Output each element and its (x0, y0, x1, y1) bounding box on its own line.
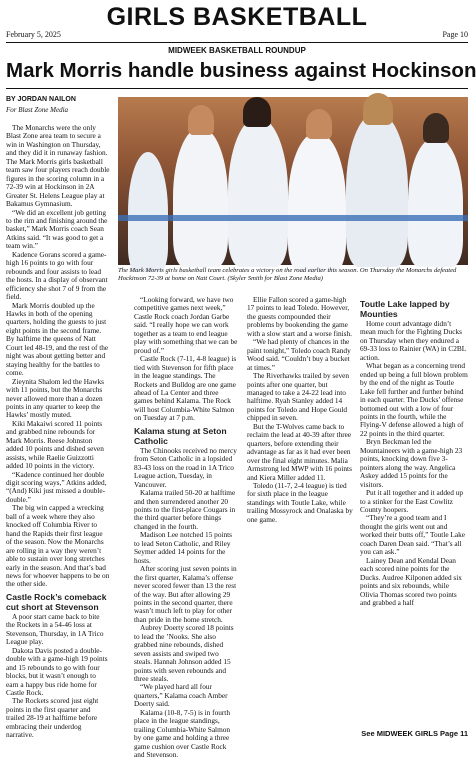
paragraph: Bryn Beckman led the Mountaineers with a game-high 23 points, knocking down five 3-pointers along the way. Angelica Askey added 15 points for the visitors. (360, 437, 463, 489)
subhead-kalama: Kalama stung at Seton Catholic (134, 425, 227, 446)
paragraph: The Chinooks received no mercy from Seton Catholic in a lopsided 83-43 loss on the road in 1A Trico League action, Tuesday, in Vancouver. (134, 445, 237, 489)
dateline (6, 30, 468, 40)
byline-affiliation: For Blast Zone Media (6, 106, 69, 114)
paragraph: Kalama (10-8, 7-5) is in fourth place in the league standings, trailing Columbia-White Salmon by one game and holding a three game cushion over Castle Rock and Stevenson. (134, 707, 231, 760)
paragraph: The Riverhawks trailed by seven points after one quarter, but managed to take a 24-22 lead into halftime. Ryah Stanley added 14 points for Toledo and Hope Gould chipped in seven. (247, 371, 350, 423)
continued-jump-line[interactable]: See MIDWEEK GIRLS Page 11 (361, 729, 468, 738)
paragraph: A poor start came back to bite the Rockets in a 54-46 loss at Stevenson, Thursday, in 1A Trico League play. (6, 611, 104, 647)
paragraph: Dakota Davis posted a double-double with a game-high 19 points and 15 rebounds to go with four blocks, but it wasn’t enough to earn a happy bus ride home for Castle Rock. (6, 645, 108, 697)
photo-caption: The Mark Morris girls basketball team celebrates a victory on the road earlier this season. On Thursday the Monarchs defeated Hockinson 72-39 at home on Natt Court. (Skyler Smith for Blast Zone Media) (118, 267, 457, 283)
paragraph: Ellie Fallon scored a game-high 17 points to lead Toledo. However, the guests compounded their problems by bookending the game with a slow start and a worse finish. (247, 295, 352, 338)
paragraph: Kadence Gorans scored a game-high 16 points to go with four rebounds and four assists to lead the hosts. In a display of observant efficiency she shot 7 of 9 from the field. (6, 249, 108, 302)
paragraph: Kalama trailed 50-20 at halftime and then surrendered another 20 points to the first-place Cougars in the third quarter before things changed in the fourth. (134, 488, 236, 531)
paragraph: The Monarchs were the only Blast Zone area team to secure a win in Washington on Thursday, and they did it in runaway fashion. The Mark Morris girls basketball team saw four players reach double figures in the scoring column in a 72-39 win at Hockinson in 2A Greater St. Helens League play at Bakamus Gymnasium. (6, 123, 110, 209)
byline: BY JORDAN NAILON (6, 96, 76, 103)
section-masthead: GIRLS BASKETBALL (106, 3, 368, 31)
paragraph: “They’re a good team and I thought the girls went out and worked their butts off,” Toutle Lake coach Daren Dean said. “That’s all you can ask.” (360, 513, 465, 557)
paragraph: The big win capped a wrecking ball of a week where they also knocked off Columbia River to hand the Rapids their first league of the season. Now the Monarchs are rolling in a way they weren’t able to sustain over long stretches early in the season. And that’s bad news for whoever happens to be on the other side. (6, 503, 110, 589)
paragraph: “Kadence continued her double digit scoring ways,” Atkins added, “(And) Kiki just missed a double-double.” (6, 469, 107, 504)
paragraph: “Looking forward, we have two competitive games next week,” Castle Rock coach Jordan Garbe said. “I really hope we can work together as a team to end league play with something that we can be proud of.” (134, 295, 238, 355)
headline-divider (6, 88, 468, 89)
paragraph: “We played hard all four quarters,” Kalama coach Amber Doerty said. (134, 682, 228, 709)
page-number: Page 10 (442, 30, 468, 39)
headline: Mark Morris handle business against Hockinson (6, 59, 476, 82)
team-celebration-photo (118, 97, 468, 265)
kicker: MIDWEEK BASKETBALL ROUNDUP (168, 46, 306, 55)
paragraph: Zieynita Shalom led the Hawks with 11 points, but the Monarchs never allowed more than a dozen points in any quarter to keep the Hawks’ mostly muted. (6, 376, 105, 420)
paragraph: But the T-Wolves came back to reclaim the lead at 40-39 after three quarters, before extending their advantage as far as it had ever been over the final eight minutes. Malia Armstrong led MWP with 16 points and Kiera Miller added 11. (247, 421, 352, 482)
article-column-1 (6, 123, 110, 740)
article-column-3 (247, 296, 355, 524)
paragraph: What began as a concerning trend ended up being a full blown problem by the end of the night as Toutle Lake fell further and further behind in each quarter. The Ducks’ offense bottomed out with a low of four points in the fourth, while the Flying-V defense allowed a high of 22 points in the third quarter. (360, 361, 468, 438)
paragraph: The Rockets scored just eight points in the first quarter and trailed 28-19 at halftime before embracing their underdog narrative. (6, 696, 99, 740)
paragraph: Put it all together and it added up to a stinker for the East Cowlitz County hoopers. (360, 488, 464, 514)
top-divider (6, 42, 468, 43)
paragraph: Lainey Dean and Kendal Dean each scored nine points for the Ducks. Audree Kilponen added six points and six rebounds, while Olivia Thomas scored two points and grabbed a half (360, 555, 462, 607)
paragraph: After scoring just seven points in the first quarter, Kalama’s offense never scored fewer than 13 the rest of the way. But after allowing 29 points in the second quarter, there wasn’t much left to play for other than pride in the home stretch. (134, 564, 237, 624)
paragraph: Home court advantage didn’t mean much for the Fighting Ducks on Thursday when they endured a 69-33 loss to Rainier (WA) in C2BL action. (360, 319, 466, 362)
paragraph: Mark Morris doubled up the Hawks in both of the opening quarters, holding the guests to just eight points in the second frame. By halftime the queens of Natt Court led 48-19, and the rest of the night was about getting better and staying healthy for the battles to come. (6, 300, 109, 378)
subhead-toutle-lake: Toutle Lake lapped by Mounties (360, 299, 450, 319)
paragraph: Madison Lee notched 15 points to lead Seton Catholic, and Riley Seymer added 14 points for the hosts. (134, 530, 233, 565)
paragraph: Toledo (11-7, 2-4 league) is tied for sixth place in the league standings with Toutle Lake, while trailing Mossyrock and Onalaska by one game. (247, 480, 353, 524)
article-column-4 (360, 296, 468, 607)
paragraph: “We had plenty of chances in the paint tonight,” Toledo coach Randy Wood said. “Couldn’t buy a bucket at times.” (247, 337, 351, 372)
issue-date: February 5, 2025 (6, 30, 61, 39)
paragraph: Castle Rock (7-11, 4-8 league) is tied with Stevenson for fifth place in the league standings. The Rockets and Bulldog are one game ahead of La Center and three games behind Kalama. The Rock will host Columbia-White Salmon on Tuesday at 7 p.m. (134, 354, 237, 423)
subhead-castle-rock: Castle Rock’s comeback cut short at Stevenson (6, 591, 107, 612)
paragraph: Kiki Makaiwi scored 11 points and grabbed nine rebounds for Mark Morris. Reese Johnston added 10 points and dished seven assists, while Raelie Guizzotti added 10 points in the victory. (6, 418, 104, 471)
paragraph: Aubrey Doerty scored 18 points to lead the ’Nooks. She also grabbed nine rebounds, dished seven assists and swiped two steals. Hannah Johnson added 15 points with seven rebounds and three steals. (134, 623, 234, 684)
paragraph: “We did an excellent job getting to the rim and finishing around the basket,” Mark Morris coach Sean Atkins said. “It was good to get a team win.” (6, 207, 108, 251)
article-column-2 (134, 295, 238, 760)
